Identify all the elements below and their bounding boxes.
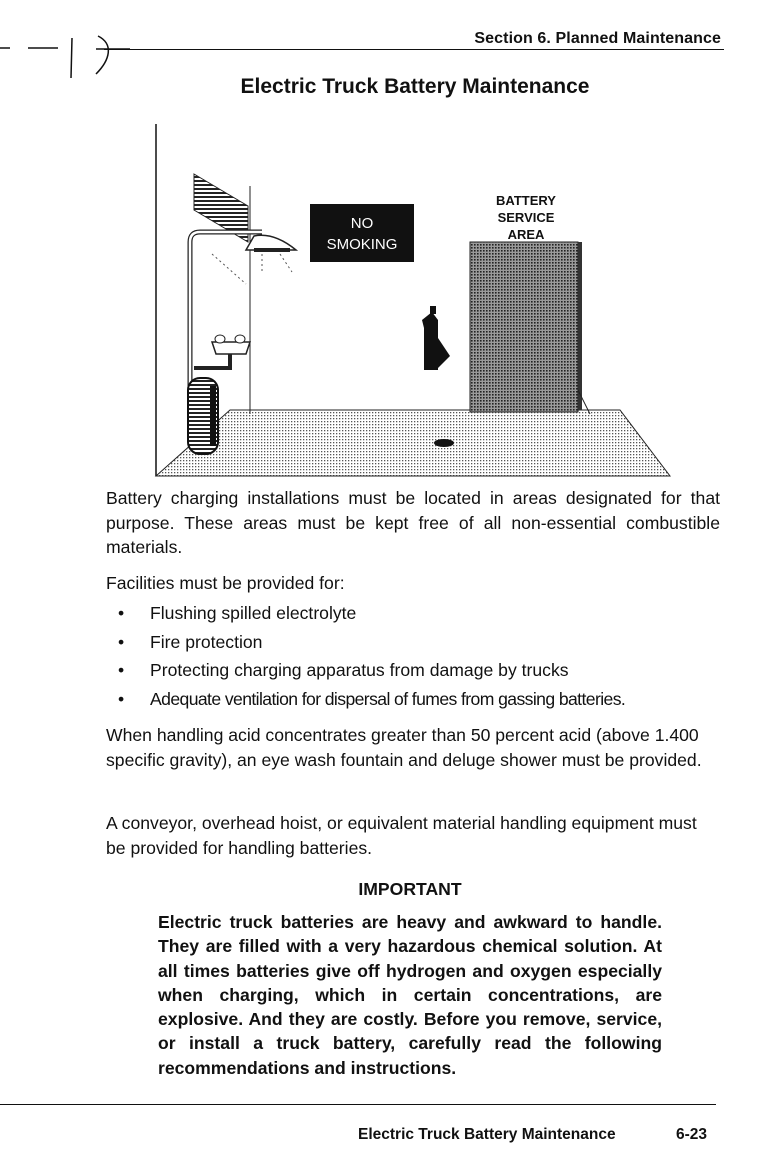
- important-notice: Electric truck batteries are heavy and awkward to handle. They are filled with a very hazardous chemical solution. At all times batteries give off hydrogen and oxygen especially when charging, which in certain concentrations, are explosive. And they are costly. Before you remove, service, or install a truck battery, carefully read the following recommendations and instructions.: [158, 912, 662, 1078]
- page-number: 6-23: [676, 1126, 708, 1143]
- fire-extinguisher-icon: [422, 306, 450, 370]
- area-sign-line1: BATTERY: [496, 193, 556, 208]
- paragraph-handling-equipment: A conveyor, overhead hoist, or equivalent material handling equipment must be provided for handling batteries.: [106, 813, 697, 858]
- paragraph-acid-concentrates: When handling acid concentrates greater than 50 percent acid (above 1.400 specific gravity), an eye wash fountain and deluge shower must be provided.: [106, 725, 702, 770]
- battery-area-doorway: [470, 242, 578, 412]
- footer-rule: [0, 1104, 716, 1105]
- important-heading: IMPORTANT: [358, 879, 462, 899]
- header-rule: [104, 49, 724, 50]
- list-item: • Adequate ventilation for dispersal of fumes from gassing batteries.: [114, 685, 724, 714]
- list-item: • Protecting charging apparatus from damage by trucks: [114, 656, 724, 685]
- page-title: Electric Truck Battery Maintenance: [240, 75, 590, 98]
- paragraph-facilities-intro: Facilities must be provided for:: [106, 573, 345, 593]
- no-smoking-line2: SMOKING: [326, 236, 398, 253]
- list-item: • Fire protection: [114, 628, 724, 657]
- facilities-list: [114, 599, 724, 713]
- eye-wash-fountain-icon: [194, 335, 250, 368]
- section-header: Section 6. Planned Maintenance: [474, 30, 721, 47]
- floor: [156, 410, 670, 476]
- list-item: • Flushing spilled electrolyte: [114, 599, 724, 628]
- battery-area-illustration: [150, 124, 680, 484]
- area-sign-line3: AREA: [507, 227, 545, 242]
- hose-reel-icon: [188, 378, 218, 454]
- no-smoking-sign: [310, 204, 414, 262]
- area-sign-line2: SERVICE: [497, 210, 555, 225]
- footer-title: Electric Truck Battery Maintenance: [358, 1126, 616, 1143]
- no-smoking-line1: NO: [350, 215, 374, 232]
- floor-drain: [434, 439, 454, 447]
- paragraph-designated-areas: Battery charging installations must be located in areas designated for that purpose. These areas must be kept free of all non-essential combustible materials.: [106, 488, 720, 557]
